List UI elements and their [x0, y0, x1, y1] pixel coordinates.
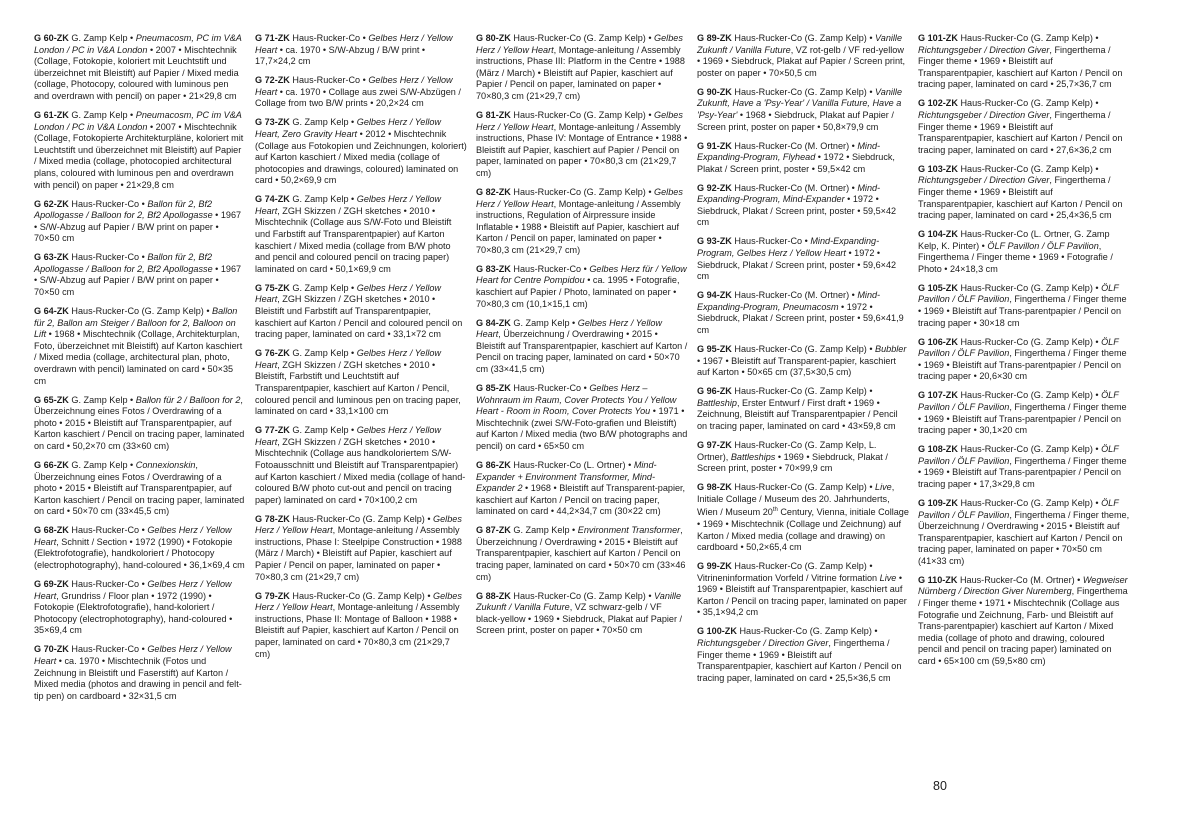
entry-id: G 99-ZK	[697, 561, 732, 572]
entry-text: Haus-Rucker-Co (G. Zamp Kelp) • Vanille Zukunft / Vanilla Future, VZ schwarz-gelb / VF black-yellow • 1969 • Siebdruck, Plakat auf Papier / Screen print, poster on paper • 70×50 cm	[476, 590, 683, 636]
entry-id: G 107-ZK	[918, 390, 958, 401]
catalogue-entry	[34, 306, 246, 387]
catalogue-entry	[34, 579, 246, 637]
entry-text: Haus-Rucker-Co (G. Zamp Kelp) • Richtungsgeber / Direction Giver, Fingerthema / Finger theme • 1969 • Bleistift auf Transparentpapier, kaschiert auf Karton / Pencil on tracing paper, laminated on card • 25,7×36,7 cm	[918, 33, 1123, 90]
entry-text: Haus-Rucker-Co • Gelbes Herz – Wohnraum im Raum, Cover Protects You / Yellow Heart - Room in Room, Cover Protects You • 1971 • Mischtechnik (zwei S/W-Foto-grafien und Bleistift) auf Karton / Mixed media (two B/W photographs and pencil) on card • 65×50 cm	[476, 382, 688, 451]
catalogue-entry	[918, 390, 1130, 436]
entry-id: G 106-ZK	[918, 336, 958, 347]
entry-text: Haus-Rucker-Co (G. Zamp Kelp) • Gelbes Herz / Yellow Heart, Montage-anleitung / Assembly instructions, Phase II: Montage of Balloon • 1988 • Bleistift auf Papier, kaschiert auf Karton / Pencil on paper, laminated on card • 70×80,3 cm (21×29,7 cm)	[255, 590, 462, 659]
catalogue-column-1	[34, 33, 246, 710]
entry-id: G 69-ZK	[34, 579, 69, 590]
entry-id: G 96-ZK	[697, 386, 732, 397]
entry-id: G 110-ZK	[918, 574, 958, 585]
entry-id: G 84-ZK	[476, 317, 511, 328]
entry-id: G 87-ZK	[476, 525, 511, 536]
entry-text: Haus-Rucker-Co (M. Ortner) • Wegweiser Nürnberg / Direction Giver Nuremberg, Fingerthema / Finger theme • 1971 • Mischtechnik (Collage aus Fotografie und Zeichnung, Farb- und Bleistift auf Trans-parentpapier) kaschiert auf Karton / Mixed media (collage of photo and drawing, coloured pencil and pencil on tracing paper) laminated on card • 65×100 cm (59,5×80 cm)	[918, 574, 1128, 667]
entry-text: Haus-Rucker-Co (G. Zamp Kelp) • ÖLF Pavillon / ÖLF Pavilion, Fingerthema / Finger theme • 1969 • Bleistift auf Trans-parentpapier / Pencil on tracing paper • 17,3×29,8 cm	[918, 444, 1127, 489]
catalogue-entry	[918, 283, 1130, 329]
entry-id: G 97-ZK	[697, 439, 732, 450]
catalogue-entry	[697, 344, 909, 379]
catalogue-column-5	[918, 33, 1130, 675]
catalogue-entry	[255, 348, 467, 418]
entry-text: Haus-Rucker-Co • Gelbes Herz / Yellow Heart, Grundriss / Floor plan • 1972 (1990) • Fotokopie (Elektrofotografie), hand-koloriert / Photocopy (electrophotography), hand-coloured • 35×69,4 cm	[34, 579, 233, 636]
entry-id: G 101-ZK	[918, 33, 958, 43]
entry-text: Haus-Rucker-Co (G. Zamp Kelp) • ÖLF Pavillon / ÖLF Pavilion, Fingerthema / Finger theme • 1969 • Bleistift auf Trans-parentpapier / Pencil on tracing paper • 20,6×30 cm	[918, 336, 1127, 382]
entry-text: Haus-Rucker-Co (L. Ortner) • Mind-Expander + Environment Transformer, Mind-Expander 2 • 1968 • Bleistift auf Transparent-papier, kaschiert auf Karton / Pencil on tracing paper, laminated on card • 44,2×34,7 cm (30×22 cm)	[476, 459, 686, 517]
entry-id: G 71-ZK	[255, 33, 290, 43]
entry-text: Haus-Rucker-Co (M. Ortner) • Mind-Expanding-Program, Mind-Expander • 1972 • Siebdruck, Plakat / Screen print, poster • 59,5×42 cm	[697, 182, 897, 228]
catalogue-entry	[697, 33, 909, 79]
entry-text: Haus-Rucker-Co • Gelbes Herz / Yellow Heart • ca. 1970 • Collage aus zwei S/W-Abzügen / Collage from two B/W prints • 20,2×24 cm	[255, 75, 461, 109]
catalogue-entry	[255, 591, 467, 661]
entry-id: G 73-ZK	[255, 117, 290, 128]
entry-id: G 89-ZK	[697, 33, 732, 43]
catalogue-entry	[918, 164, 1130, 222]
catalogue-entry	[255, 117, 467, 187]
entry-id: G 80-ZK	[476, 33, 511, 43]
entry-text: Haus-Rucker-Co (G. Zamp Kelp) • Vanille Zukunft, Have a 'Psy-Year' / Vanilla Future, Have a 'Psy-Year' • 1968 • Siebdruck, Plakat auf Papier / Screen print, poster on paper • 50,8×79,9 cm	[697, 86, 903, 132]
entry-text: G. Zamp Kelp • Pneumacosm, PC im V&A London / PC in V&A London • 2007 • Mischtechnik (Collage, Fotokopie, koloriert mit Leuchtstift und überzeichnet mit Bleistift) auf Papier / Mixed media (collage, Photocopy, coloured with luminous pen and overdrawn with pencil) on paper • 21×29,8 cm	[34, 33, 242, 101]
catalogue-entry	[255, 33, 467, 68]
entry-text: Haus-Rucker-Co (G. Zamp Kelp) • ÖLF Pavillon / ÖLF Pavilion, Fingerthema / Finger theme, Überzeichnung / Overdrawing • 2015 • Bleistift auf Transparentpapier, kaschiert auf Karton / Pencil on tracing paper, laminated on paper • 70×50 cm (41×33 cm)	[918, 497, 1130, 566]
catalogue-entry	[476, 264, 688, 310]
entry-id: G 75-ZK	[255, 282, 290, 293]
catalogue-entry	[697, 386, 909, 432]
entry-id: G 68-ZK	[34, 525, 69, 536]
entry-text: G. Zamp Kelp • Gelbes Herz / Yellow Heart, ZGH Skizzen / ZGH sketches • 2010 • Mischtechnik (Collage aus handkoloriertem S/W-Fotoausschnitt und Bleistift auf Transparentpapier) auf Karton kaschiert / Mixed media (collage of hand-coloured B/W photo cut-out and pencil on tracing paper) laminated on card • 70×100,2 cm	[255, 425, 466, 505]
entry-text: Haus-Rucker-Co (G. Zamp Kelp) • Ballon für 2, Ballon am Steiger / Balloon for 2, Balloon on Lift • 1968 • Mischtechnik (Collage, Architekturplan, Foto, überzeichnet mit Bleistift) auf Karton kaschiert / Mixed media (collage, architectural plan, photo, overdrawn with pencil) laminated on card • 50×35 cm	[34, 306, 243, 386]
catalogue-entry	[697, 141, 909, 176]
catalogue-entry	[34, 33, 246, 103]
entry-text: Haus-Rucker-Co • Mind-Expanding-Program, Gelbes Herz / Yellow Heart • 1972 • Siebdruck, Plakat / Screen print, poster • 59,6×42 cm	[697, 236, 897, 282]
entry-text: Haus-Rucker-Co (G. Zamp Kelp) • Bubbler • 1967 • Bleistift auf Transparent-papier, kaschiert auf Karton • 50×65 cm (37,5×30,5 cm)	[697, 344, 907, 378]
entry-id: G 108-ZK	[918, 444, 958, 455]
entry-text: G. Zamp Kelp • Environment Transformer, Überzeichnung / Overdrawing • 2015 • Bleistift auf Transparentpapier, kaschiert auf Karton / Pencil on tracing paper, laminated on card • 50×70 cm (33×46 cm)	[476, 525, 686, 582]
entry-id: G 62-ZK	[34, 198, 69, 209]
entry-id: G 98-ZK	[697, 482, 732, 493]
catalogue-entry	[255, 75, 467, 110]
entry-id: G 103-ZK	[918, 163, 958, 174]
catalogue-entry	[918, 444, 1130, 490]
catalogue-entry	[34, 460, 246, 518]
catalogue-entry	[476, 383, 688, 453]
entry-text: Haus-Rucker-Co (M. Ortner) • Mind-Expanding-Program, Pneumacosm • 1972 • Siebdruck, Plakat / Screen print, poster • 59,6×41,9 cm	[697, 290, 904, 336]
entry-text: G. Zamp Kelp • Gelbes Herz / Yellow Heart, ZGH Skizzen / ZGH sketches • 2010 • Mischtechnik (Collage aus S/W-Foto und Bleistift und Farbstift auf Transparentpapier) auf Karton kaschiert / Mixed media (collage from B/W photo and pencil and coloured pencil on tracing paper) laminated on card • 50,1×69,9 cm	[255, 194, 452, 274]
catalogue-entry	[34, 395, 246, 453]
entry-id: G 72-ZK	[255, 75, 290, 86]
entry-text: Haus-Rucker-Co (G. Zamp Kelp) • Gelbes Herz / Yellow Heart, Montage-anleitung / Assembly instructions, Regulation of Airpressure inside Inflatable • 1988 • Bleistift auf Papier, kaschiert auf Karton / Pencil on paper, laminated on paper • 70×80,3 cm (21×29,7 cm)	[476, 186, 683, 255]
entry-text: Haus-Rucker-Co (G. Zamp Kelp) • Richtungsgeber / Direction Giver, Fingerthema / Finger theme • 1969 • Bleistift auf Transparentpapier, kaschiert auf Karton / Pencil on tracing paper, laminated on card • 25,5×36,5 cm	[697, 626, 902, 683]
entry-id: G 60-ZK	[34, 33, 69, 43]
entry-text: Haus-Rucker-Co (L. Ortner, G. Zamp Kelp, K. Pinter) • ÖLF Pavillon / ÖLF Pavilion, Fingerthema / Finger theme • 1969 • Fotografie / Photo • 24×18,3 cm	[918, 229, 1113, 274]
page-number: 80	[933, 779, 947, 793]
entry-text: Haus-Rucker-Co (G. Zamp Kelp) • Battleship, Erster Entwurf / First draft • 1969 • Zeichnung, Bleistift auf Transparentpapier / Pencil on tracing paper, laminated on card • 43×59,8 cm	[697, 386, 898, 431]
entry-text: Haus-Rucker-Co • Gelbes Herz / Yellow Heart • ca. 1970 • Mischtechnik (Fotos und Zeichnung in Bleistift und Faserstift) auf Karton / Mixed media (photos and drawing in pencil and felt-tip pen) on cardboard • 32×31,5 cm	[34, 644, 242, 701]
entry-text: Haus-Rucker-Co (G. Zamp Kelp, L. Ortner), Battleships • 1969 • Siebdruck, Plakat / Screen print, poster • 70×99,9 cm	[697, 439, 888, 474]
entry-id: G 86-ZK	[476, 459, 511, 470]
catalogue-entry	[697, 440, 909, 475]
entry-id: G 83-ZK	[476, 263, 511, 274]
entry-text: Haus-Rucker-Co (G. Zamp Kelp) • Gelbes Herz / Yellow Heart, Montage-anleitung / Assembly instructions, Phase III: Platform in the Centre • 1988 (März / March) • Bleistift auf Papier, kaschiert auf Papier / Pencil on paper, laminated on paper • 70×80,3 cm (21×29,7 cm)	[476, 33, 685, 101]
catalogue-entry	[918, 575, 1130, 668]
catalogue-entry	[697, 183, 909, 229]
entry-id: G 81-ZK	[476, 109, 511, 120]
entry-id: G 61-ZK	[34, 109, 69, 120]
catalogue-entry	[697, 561, 909, 619]
catalogue-entry	[918, 33, 1130, 91]
entry-id: G 90-ZK	[697, 86, 732, 97]
entry-text: Haus-Rucker-Co (G. Zamp Kelp) • Gelbes Herz / Yellow Heart, Montage-anleitung / Assembly instructions, Phase I: Steelpipe Construction • 1988 (März / March) • Bleistift auf Papier, kaschiert auf Papier / Pencil on paper, laminated on paper • 70×80,3 cm (21×29,7 cm)	[255, 513, 462, 582]
entry-id: G 77-ZK	[255, 425, 290, 436]
catalogue-entry	[34, 252, 246, 298]
catalogue-column-3	[476, 33, 688, 644]
entry-id: G 94-ZK	[697, 290, 732, 301]
entry-id: G 74-ZK	[255, 194, 290, 205]
entry-id: G 92-ZK	[697, 182, 732, 193]
entry-text: Haus-Rucker-Co (G. Zamp Kelp) • Gelbes Herz / Yellow Heart, Montage-anleitung / Assembly instructions, Phase IV: Montage of Entrance • 1988 • Bleistift auf Papier, kaschiert auf Papier / Pencil on paper, laminated on paper • 70×80,3 cm (21×29,7 cm)	[476, 109, 688, 178]
entry-text: G. Zamp Kelp • Gelbes Herz / Yellow Heart, ZGH Skizzen / ZGH sketches • 2010 • Bleistift und Farbstift auf Transparentpapier, kaschiert auf Karton / Pencil and coloured pencil on tracing paper, laminated on card • 33,1×72 cm	[255, 282, 463, 340]
catalogue-entry	[34, 199, 246, 245]
catalogue-entry	[476, 33, 688, 103]
catalogue-entry	[697, 236, 909, 282]
catalogue-entry	[697, 626, 909, 684]
catalogue-entry	[34, 110, 246, 191]
entry-text: Haus-Rucker-Co (M. Ortner) • Mind-Expanding-Program, Flyhead • 1972 • Siebdruck, Plakat / Screen print, poster • 59,5×42 cm	[697, 140, 895, 174]
entry-id: G 95-ZK	[697, 344, 732, 354]
catalogue-column-4	[697, 33, 909, 692]
entry-id: G 70-ZK	[34, 644, 69, 655]
entry-id: G 102-ZK	[918, 98, 958, 109]
entry-text: Haus-Rucker-Co (G. Zamp Kelp) • Richtungsgeber / Direction Giver, Fingerthema / Finger theme • 1969 • Bleistift auf Transparentpapier, kaschiert auf Karton / Pencil on tracing paper, laminated on card • 25,4×36,5 cm	[918, 163, 1123, 221]
entry-id: G 65-ZK	[34, 394, 69, 405]
entry-id: G 82-ZK	[476, 186, 511, 197]
entry-id: G 104-ZK	[918, 229, 958, 240]
entry-id: G 109-ZK	[918, 497, 958, 508]
entry-id: G 100-ZK	[697, 626, 737, 637]
catalogue-entry	[255, 283, 467, 341]
catalogue-entry	[255, 425, 467, 506]
entry-text: Haus-Rucker-Co • Gelbes Herz für / Yellow Heart for Centre Pompidou • ca. 1995 • Fotografie, kaschiert auf Papier / Photo, laminated on paper • 70×80,3 cm (10,1×15,1 cm)	[476, 263, 687, 309]
entry-text: Haus-Rucker-Co • Gelbes Herz / Yellow Heart, Schnitt / Section • 1972 (1990) • Fotokopie (Elektrofotografie), handkoloriert / Photocopy (electrophotography), hand-coloured • 36,1×69,4 cm	[34, 525, 245, 571]
entry-id: G 66-ZK	[34, 459, 69, 470]
catalogue-entry	[476, 187, 688, 257]
catalogue-entry	[918, 498, 1130, 568]
entry-id: G 91-ZK	[697, 140, 732, 151]
catalogue-entry	[918, 337, 1130, 383]
entry-text: G. Zamp Kelp • Connexionskin, Überzeichnung eines Fotos / Overdrawing of a photo • 2015 • Bleistift auf Transparentpapier, auf Karton kaschiert / Pencil on tracing paper, laminated on card • 50×70 cm (33×45,5 cm)	[34, 459, 245, 517]
catalogue-entry	[697, 290, 909, 336]
entry-text: Haus-Rucker-Co (G. Zamp Kelp) • Vitrineninformation Vorfeld / Vitrine formation Live • 1969 • Bleistift auf Transparentpapier, kaschiert auf Karton / Pencil on tracing paper, laminated on paper • 35,1×94,2 cm	[697, 561, 907, 618]
catalogue-entry	[697, 87, 909, 133]
catalogue-entry	[918, 229, 1130, 275]
entry-text: Haus-Rucker-Co • Ballon für 2, Bf2 Apollogasse / Balloon for 2, Bf2 Apollogasse • 1967 • S/W-Abzug auf Papier / B/W print on paper • 70×50 cm	[34, 252, 242, 298]
catalogue-entry	[34, 525, 246, 571]
catalogue-entry	[255, 514, 467, 584]
entry-text: G. Zamp Kelp • Gelbes Herz / Yellow Heart, ZGH Skizzen / ZGH sketches • 2010 • Bleistift, Farbstift und Leuchtstift auf Transparentpapier, kaschiert auf Karton / Pencil, coloured pencil and luminous pen on tracing paper, laminated on card • 33,1×100 cm	[255, 348, 461, 417]
entry-text: Haus-Rucker-Co • Gelbes Herz / Yellow Heart • ca. 1970 • S/W-Abzug / B/W print • 17,7×24,2 cm	[255, 33, 453, 67]
catalogue-entry	[476, 460, 688, 518]
catalogue-entry	[476, 525, 688, 583]
entry-text: Haus-Rucker-Co (G. Zamp Kelp) • Vanille Zukunft / Vanilla Future, VZ rot-gelb / VF red-yellow • 1969 • Siebdruck, Plakat auf Papier / Screen print, poster on paper • 70×50,5 cm	[697, 33, 906, 78]
entry-text: Haus-Rucker-Co (G. Zamp Kelp) • ÖLF Pavillon / ÖLF Pavilion, Fingerthema / Finger theme • 1969 • Bleistift auf Trans-parentpapier / Pencil on tracing paper • 30,1×20 cm	[918, 390, 1127, 436]
catalogue-entry	[255, 194, 467, 275]
entry-text: Haus-Rucker-Co (G. Zamp Kelp) • Live, Initiale Collage / Museum des 20. Jahrhunderts, Wien / Museum 20th Century, Vienna, initiale Collage • 1969 • Mischtechnik (Collage und Zeichnung) auf Karton / Mixed media (collage and drawing) on cardboard • 50,2×65,4 cm	[697, 482, 909, 553]
catalogue-entry	[476, 110, 688, 180]
entry-id: G 78-ZK	[255, 513, 290, 524]
entry-id: G 85-ZK	[476, 382, 511, 393]
entry-text: G. Zamp Kelp • Pneumacosm, PC im V&A London / PC in V&A London • 2007 • Mischtechnik (Collage, Fotokopierte Architekturpläne, koloriert mit Leuchtstift und überzeichnet mit Bleistift) auf Papier / Mixed media (collage, photocopied architectural plans, coloured with luminous pen and overdrawn with pencil) on paper • 21×29,8 cm	[34, 109, 244, 190]
entry-text: Haus-Rucker-Co • Ballon für 2, Bf2 Apollogasse / Balloon for 2, Bf2 Apollogasse • 1967 • S/W-Abzug auf Papier / B/W print on paper • 70×50 cm	[34, 198, 242, 244]
entry-text: G. Zamp Kelp • Gelbes Herz / Yellow Heart, Überzeichnung / Overdrawing • 2015 • Bleistift auf Transparentpapier, kaschiert auf Karton / Pencil on tracing paper, laminated on card • 50×70 cm (33×41,5 cm)	[476, 317, 688, 374]
entry-text: Haus-Rucker-Co (G. Zamp Kelp) • Richtungsgeber / Direction Giver, Fingerthema / Finger theme • 1969 • Bleistift auf Transparentpapier, kaschiert auf Karton / Pencil on tracing paper, laminated on card • 27,6×36,2 cm	[918, 98, 1123, 155]
entry-id: G 105-ZK	[918, 282, 958, 293]
entry-text: G. Zamp Kelp • Ballon für 2 / Balloon for 2, Überzeichnung eines Fotos / Overdrawing of a photo • 2015 • Bleistift auf Transparentpapier, auf Karton kaschiert / Pencil on tracing paper, laminated on card • 50,2×70 cm (33×60 cm)	[34, 394, 245, 451]
entry-id: G 93-ZK	[697, 236, 732, 247]
catalogue-entry	[476, 318, 688, 376]
entry-id: G 76-ZK	[255, 348, 290, 359]
entry-id: G 64-ZK	[34, 306, 69, 317]
catalogue-entry	[918, 98, 1130, 156]
entry-id: G 63-ZK	[34, 252, 69, 263]
entry-text: Haus-Rucker-Co (G. Zamp Kelp) • ÖLF Pavillon / ÖLF Pavilion, Fingerthema / Finger theme • 1969 • Bleistift auf Trans-parentpapier / Pencil on tracing paper • 30×18 cm	[918, 282, 1127, 328]
entry-text: G. Zamp Kelp • Gelbes Herz / Yellow Heart, Zero Gravity Heart • 2012 • Mischtechnik (Collage aus Fotokopien und Zeichnungen, koloriert) auf Karton kaschiert / Mixed media (collage of photocopies and drawings, coloured) laminated on card • 50,2×69,9 cm	[255, 117, 467, 186]
catalogue-entry	[697, 482, 909, 554]
catalogue-entry	[476, 591, 688, 637]
catalogue-entry	[34, 644, 246, 702]
catalogue-column-2	[255, 33, 467, 668]
entry-id: G 88-ZK	[476, 590, 511, 601]
entry-id: G 79-ZK	[255, 590, 290, 601]
